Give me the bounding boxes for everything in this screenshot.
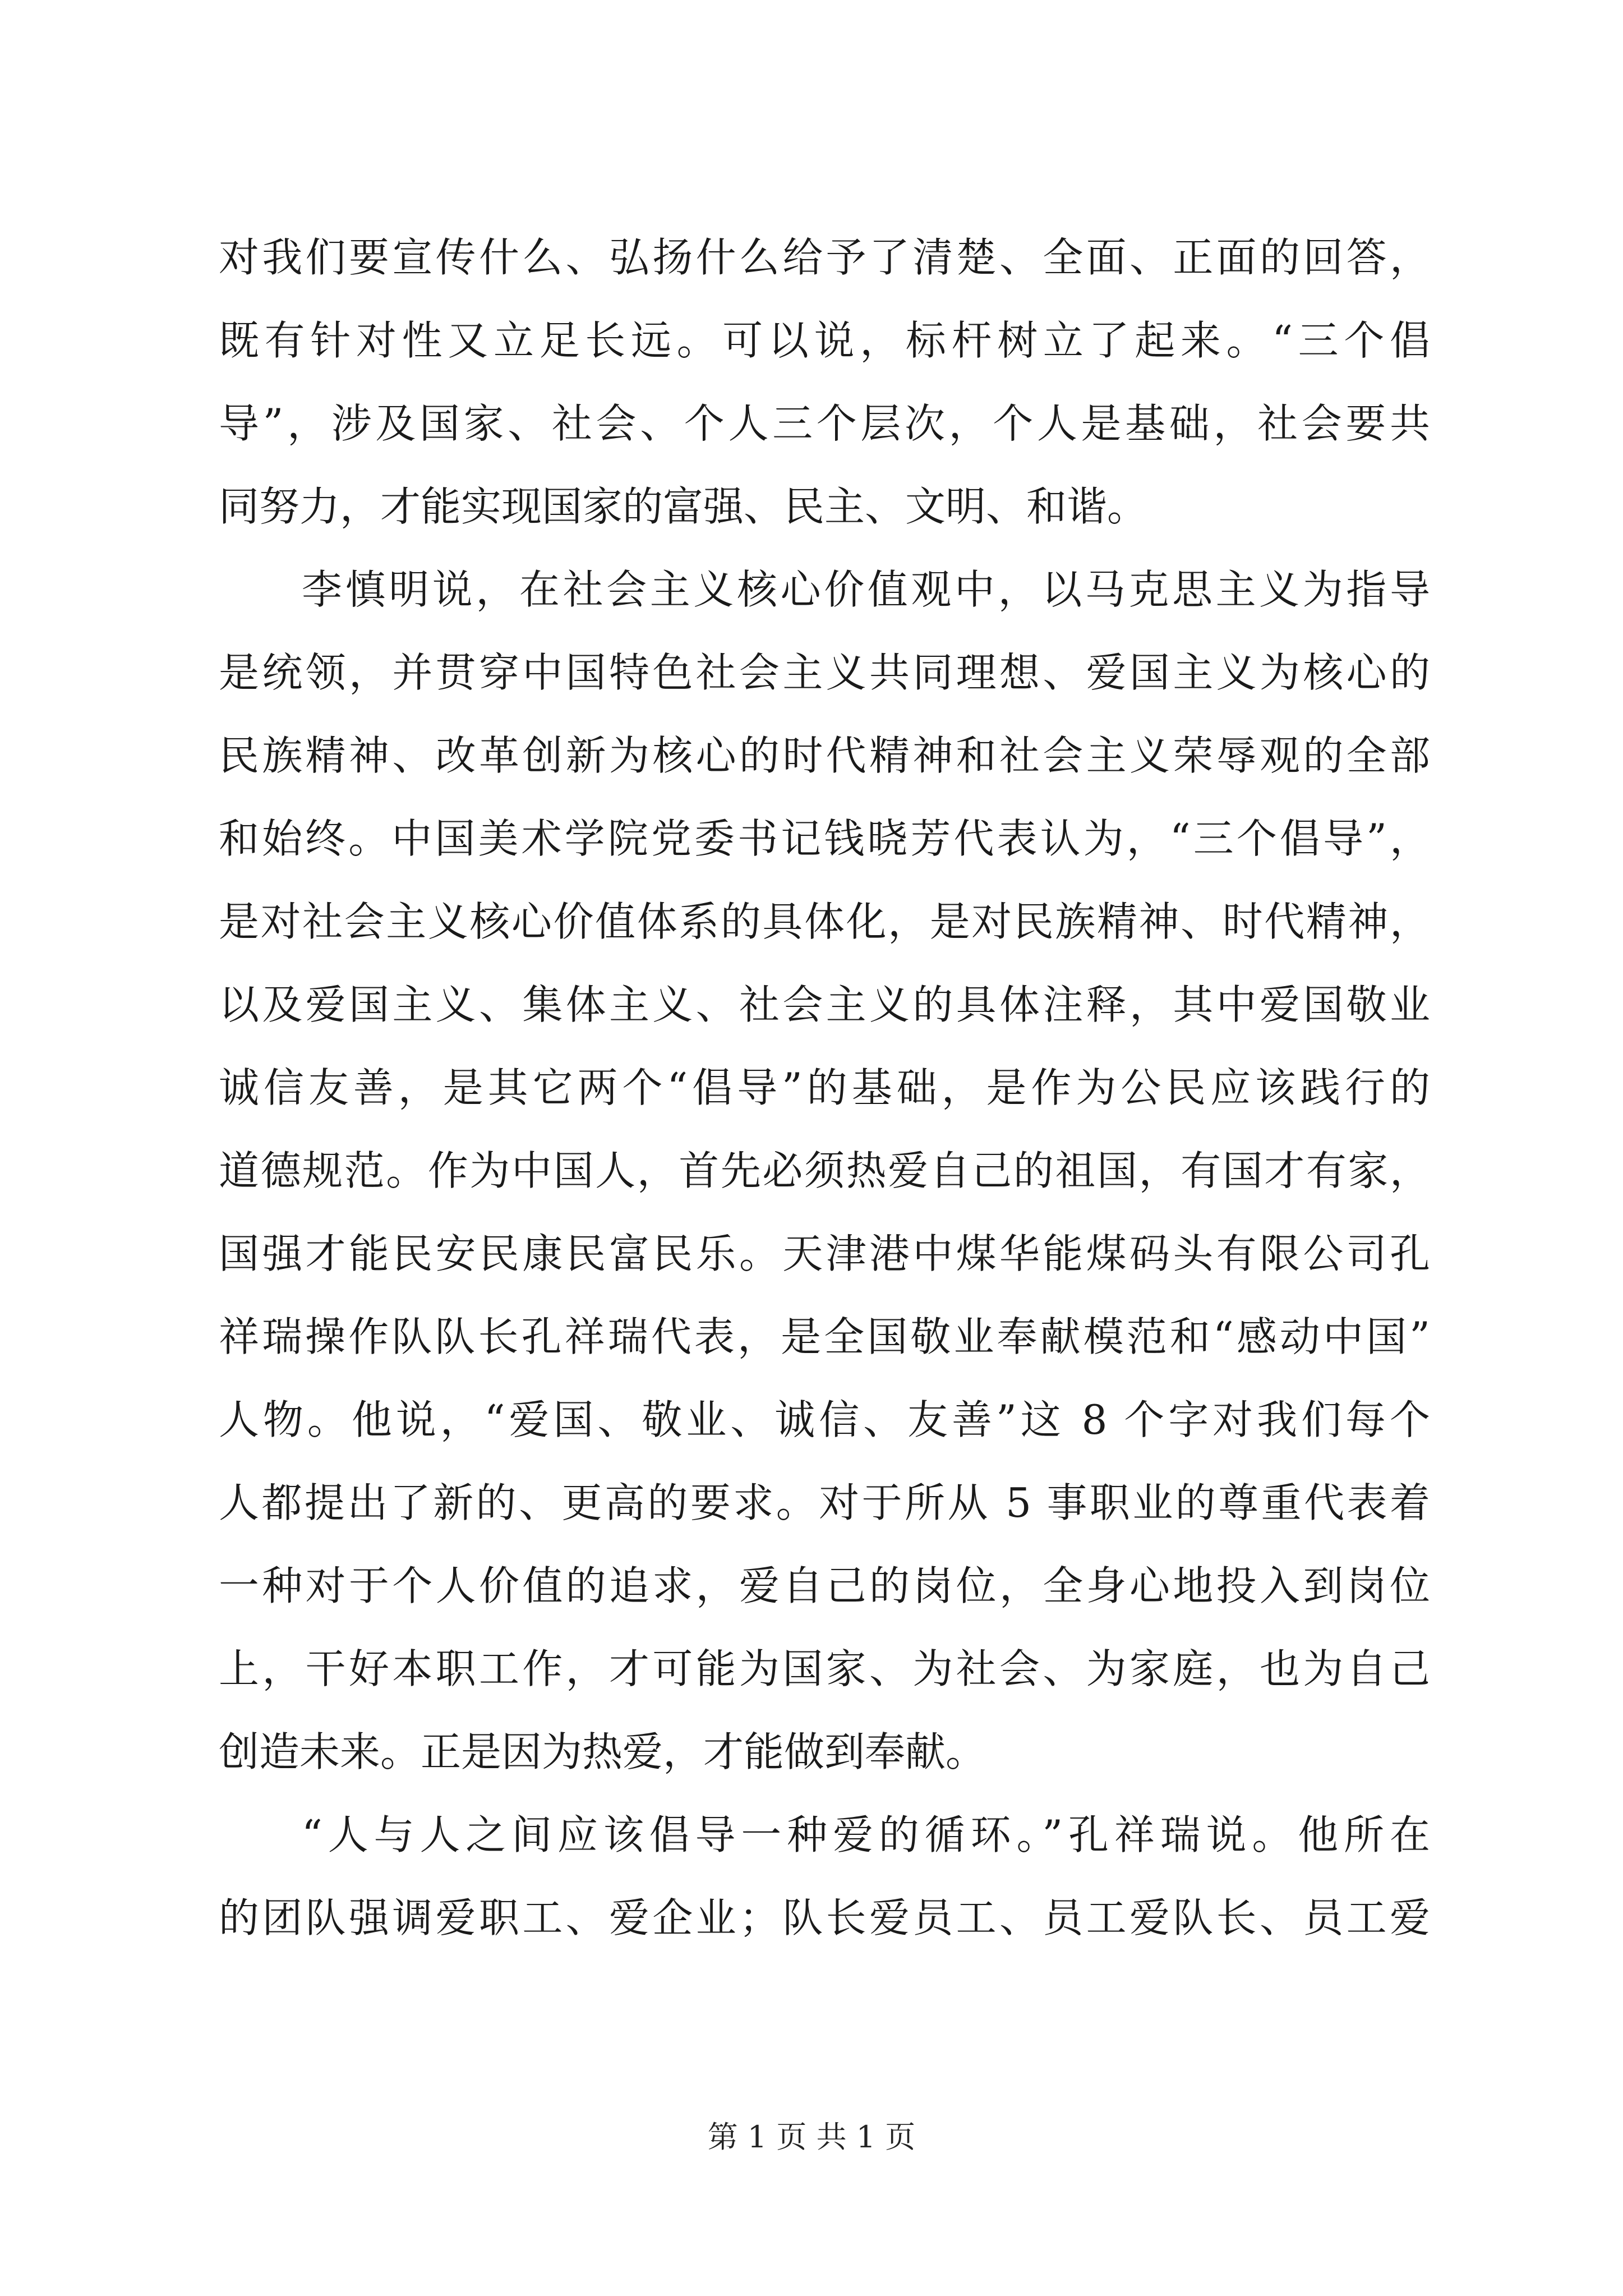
text-line: 导”，涉及国家、社会、个人三个层次，个人是基础，社会要共 bbox=[219, 400, 1430, 447]
text-line: 既有针对性又立足长远。可以说，标杆树立了起来。“三个倡 bbox=[219, 317, 1430, 364]
text-line: 李慎明说，在社会主义核心价值观中，以马克思主义为指导 bbox=[302, 566, 1430, 613]
text-line: 民族精神、改革创新为核心的时代精神和社会主义荣辱观的全部 bbox=[219, 732, 1430, 779]
text-line: 道德规范。作为中国人，首先必须热爱自己的祖国，有国才有家， bbox=[219, 1147, 1430, 1194]
text-line: 和始终。中国美术学院党委书记钱晓芳代表认为，“三个倡导”， bbox=[219, 815, 1430, 862]
document-body bbox=[219, 216, 1430, 1959]
text-line: 人都提出了新的、更高的要求。对于所从 5 事职业的尊重代表着 bbox=[219, 1479, 1430, 1526]
text-line: “人与人之间应该倡导一种爱的循环。”孔祥瑞说。他所在 bbox=[302, 1811, 1430, 1858]
page-number-label: 第 1 页 共 1 页 bbox=[707, 2119, 916, 2155]
page-footer bbox=[0, 2115, 1623, 2160]
text-line: 一种对于个人价值的追求，爱自己的岗位，全身心地投入到岗位 bbox=[219, 1562, 1430, 1609]
text-line: 创造未来。正是因为热爱，才能做到奉献。 bbox=[219, 1728, 986, 1775]
text-line: 人物。他说，“爱国、敬业、诚信、友善”这 8 个字对我们每个 bbox=[219, 1396, 1430, 1443]
text-line: 国强才能民安民康民富民乐。天津港中煤华能煤码头有限公司孔 bbox=[219, 1230, 1430, 1277]
text-line: 的团队强调爱职工、爱企业；队长爱员工、员工爱队长、员工爱 bbox=[219, 1894, 1430, 1941]
text-line: 以及爱国主义、集体主义、社会主义的具体注释，其中爱国敬业 bbox=[219, 981, 1430, 1028]
text-line: 对我们要宣传什么、弘扬什么给予了清楚、全面、正面的回答， bbox=[219, 234, 1430, 281]
text-line: 祥瑞操作队队长孔祥瑞代表，是全国敬业奉献模范和“感动中国” bbox=[219, 1313, 1430, 1360]
text-line: 同努力，才能实现国家的富强、民主、文明、和谐。 bbox=[219, 483, 1148, 530]
text-line: 是对社会主义核心价值体系的具体化，是对民族精神、时代精神， bbox=[219, 898, 1430, 945]
text-line: 上，干好本职工作，才可能为国家、为社会、为家庭，也为自己 bbox=[219, 1645, 1430, 1692]
text-line: 是统领，并贯穿中国特色社会主义共同理想、爱国主义为核心的 bbox=[219, 649, 1430, 696]
text-line: 诚信友善，是其它两个“倡导”的基础，是作为公民应该践行的 bbox=[219, 1064, 1430, 1111]
